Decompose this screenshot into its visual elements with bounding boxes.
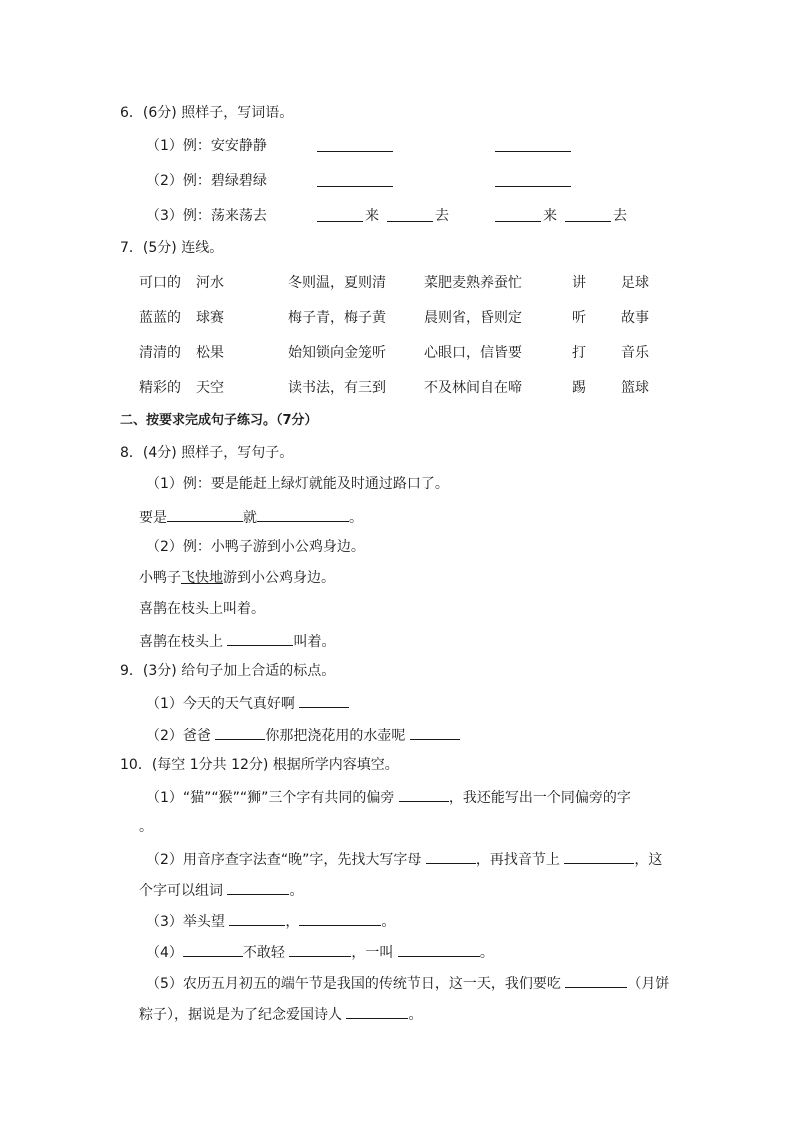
q8-answer-1-lead: 要是 [139, 510, 167, 526]
q8-example-2: （2）例：小鸭子游到小公鸡身边。 [146, 539, 365, 555]
q7-r4-c3[interactable]: 读书法，有三到 [288, 380, 386, 396]
q6-item-2-blank-1[interactable] [317, 171, 393, 187]
q7-r4-c2[interactable]: 天空 [196, 380, 224, 396]
q7-title: 7．(5分) 连线。 [120, 240, 224, 256]
q6-item-1: （1）例：安安静静 [146, 138, 267, 154]
q10-item-4 [146, 941, 494, 963]
q6-title: 6．(6分) 照样子，写词语。 [120, 105, 294, 121]
q10-item-3-text-a: （3）举头望 [146, 914, 225, 930]
q7-r3-c5[interactable]: 打 [572, 345, 586, 361]
q8-answer-2-end: 叫着。 [293, 634, 336, 650]
q10-item-5-text-a: （5）农历五月初五的端午节是我国的传统节日，这一天，我们要吃 [146, 976, 561, 992]
q6-item-3-char-1: 来 [365, 208, 379, 224]
q10-item-3-text-b: ， [285, 914, 300, 930]
q7-r3-c6[interactable]: 音乐 [621, 345, 649, 361]
q6-item-3-blank-3[interactable] [495, 206, 541, 222]
q6-item-1-blank-2[interactable] [495, 136, 571, 152]
q8-model-rest: 游到小公鸡身边。 [223, 570, 335, 586]
q7-r2-c1[interactable]: 蓝蓝的 [139, 310, 181, 326]
q10-item-5 [146, 972, 669, 994]
q9-item-1-text: （1）今天的天气真好啊 [146, 696, 295, 712]
q7-r1-c4[interactable]: 菜肥麦熟养蚕忙 [424, 275, 522, 291]
q8-answer-1-mid: 就 [243, 510, 257, 526]
q7-r2-c3[interactable]: 梅子青，梅子黄 [288, 310, 386, 326]
q9-item-2-blank-2[interactable] [410, 724, 460, 740]
q10-item-2-blank-2[interactable] [564, 848, 634, 864]
q10-title: 10．(每空 1分共 12分) 根据所学内容填空。 [120, 757, 399, 773]
q6-item-3-char-2: 去 [435, 208, 449, 224]
q7-r1-c3[interactable]: 冬则温，夏则清 [288, 275, 386, 291]
q10-item-5-blank-2[interactable] [346, 1003, 408, 1019]
q9-item-2 [146, 724, 460, 746]
q9-item-1-blank[interactable] [299, 692, 349, 708]
q8-answer-1-end: 。 [349, 510, 363, 526]
q6-item-3-blank-2[interactable] [387, 206, 433, 222]
q7-r2-c6[interactable]: 故事 [621, 310, 649, 326]
q7-r3-c2[interactable]: 松果 [196, 345, 224, 361]
q10-item-4-text-d: 。 [479, 945, 494, 961]
q6-item-3-char-3: 来 [543, 208, 557, 224]
q7-r2-c2[interactable]: 球赛 [196, 310, 224, 326]
q7-r1-c5[interactable]: 讲 [572, 275, 586, 291]
q10-item-5-cont [139, 1003, 422, 1025]
q10-item-3-blank-2[interactable] [299, 910, 381, 926]
q6-item-2: （2）例：碧绿碧绿 [146, 173, 267, 189]
q7-r2-c4[interactable]: 晨则省，昏则定 [424, 310, 522, 326]
q8-answer-2-lead: 喜鹊在枝头上 [139, 634, 223, 650]
q8-answer-2-blank[interactable] [227, 630, 293, 646]
q10-item-5-text-d: 。 [408, 1007, 423, 1023]
q8-answer-2 [139, 630, 335, 652]
q7-r1-c1[interactable]: 可口的 [139, 275, 181, 291]
q10-item-2-text-c: ，这 [634, 852, 663, 868]
section-2-heading: 二、按要求完成句子练习。（7分） [120, 413, 318, 428]
q6-item-3-char-4: 去 [613, 208, 627, 224]
q6-item-3: （3）例：荡来荡去 [146, 208, 267, 224]
q10-item-2-blank-3[interactable] [227, 879, 289, 895]
q7-r4-c5[interactable]: 踢 [572, 380, 586, 396]
q10-item-2 [146, 848, 662, 870]
q10-item-2-text-b: ，再找音节上 [475, 852, 560, 868]
q7-r1-c6[interactable]: 足球 [621, 275, 649, 291]
q10-item-4-blank-3[interactable] [398, 941, 480, 957]
q10-item-1-text-b: ，我还能写出一个同偏旁的字 [448, 790, 631, 806]
q7-r3-c4[interactable]: 心眼口，信皆要 [424, 345, 522, 361]
q6-item-1-blank-1[interactable] [317, 136, 393, 152]
q10-item-1-text-a: （1）“猫”“猴”“狮”三个字有共同的偏旁 [146, 790, 395, 806]
q9-item-2-text-b: 你那把浇花用的水壶呢 [265, 728, 406, 744]
q8-model-underlined: 飞快地 [181, 570, 223, 586]
q10-item-2-text-d: 个字可以组词 [139, 883, 223, 899]
q10-item-4-blank-1[interactable] [183, 941, 243, 957]
q10-item-3 [146, 910, 395, 932]
q10-item-2-cont [139, 879, 303, 901]
q8-title: 8．(4分) 照样子，写句子。 [120, 445, 294, 461]
q7-r4-c4[interactable]: 不及林间自在啼 [424, 380, 522, 396]
q8-example-1: （1）例：要是能赶上绿灯就能及时通过路口了。 [146, 476, 449, 492]
q10-item-4-text-b: 不敢轻 [242, 945, 285, 961]
q6-item-2-blank-2[interactable] [495, 171, 571, 187]
q9-item-1 [146, 692, 349, 714]
q10-item-1-end: 。 [139, 819, 153, 835]
q10-item-2-text-a: （2）用音序查字法查“晚”字，先找大写字母 [146, 852, 422, 868]
q6-item-3-blank-4[interactable] [565, 206, 611, 222]
q7-r1-c2[interactable]: 河水 [196, 275, 224, 291]
q10-item-2-blank-1[interactable] [426, 848, 476, 864]
q8-answer-1-blank-1[interactable] [167, 506, 243, 522]
q8-answer-1 [139, 506, 363, 528]
q10-item-4-text-a: （4） [146, 945, 183, 961]
q10-item-3-text-c: 。 [381, 914, 396, 930]
q10-item-3-blank-1[interactable] [229, 910, 285, 926]
q10-item-4-text-c: ，一叫 [351, 945, 394, 961]
q10-item-2-text-e: 。 [289, 883, 304, 899]
q7-r3-c1[interactable]: 清清的 [139, 345, 181, 361]
q6-item-3-blank-1[interactable] [317, 206, 363, 222]
q8-example-2-model [139, 568, 335, 588]
q9-item-2-blank-1[interactable] [215, 724, 265, 740]
q9-title: 9．(3分) 给句子加上合适的标点。 [120, 663, 336, 679]
q8-model-lead: 小鸭子 [139, 570, 181, 586]
q7-r2-c5[interactable]: 听 [572, 310, 586, 326]
q7-r4-c1[interactable]: 精彩的 [139, 380, 181, 396]
q7-r3-c3[interactable]: 始知锁向金笼听 [288, 345, 386, 361]
q10-item-5-blank-1[interactable] [565, 972, 627, 988]
q10-item-5-text-b: （月饼 [627, 976, 670, 992]
q10-item-1 [146, 786, 631, 808]
q9-item-2-text-a: （2）爸爸 [146, 728, 211, 744]
q10-item-5-text-c: 粽子），据说是为了纪念爱国诗人 [139, 1007, 342, 1023]
q7-r4-c6[interactable]: 篮球 [621, 380, 649, 396]
q10-item-1-blank[interactable] [399, 786, 449, 802]
q8-example-2-given: 喜鹊在枝头上叫着。 [139, 601, 265, 617]
q10-item-4-blank-2[interactable] [289, 941, 351, 957]
q8-answer-1-blank-2[interactable] [257, 506, 349, 522]
